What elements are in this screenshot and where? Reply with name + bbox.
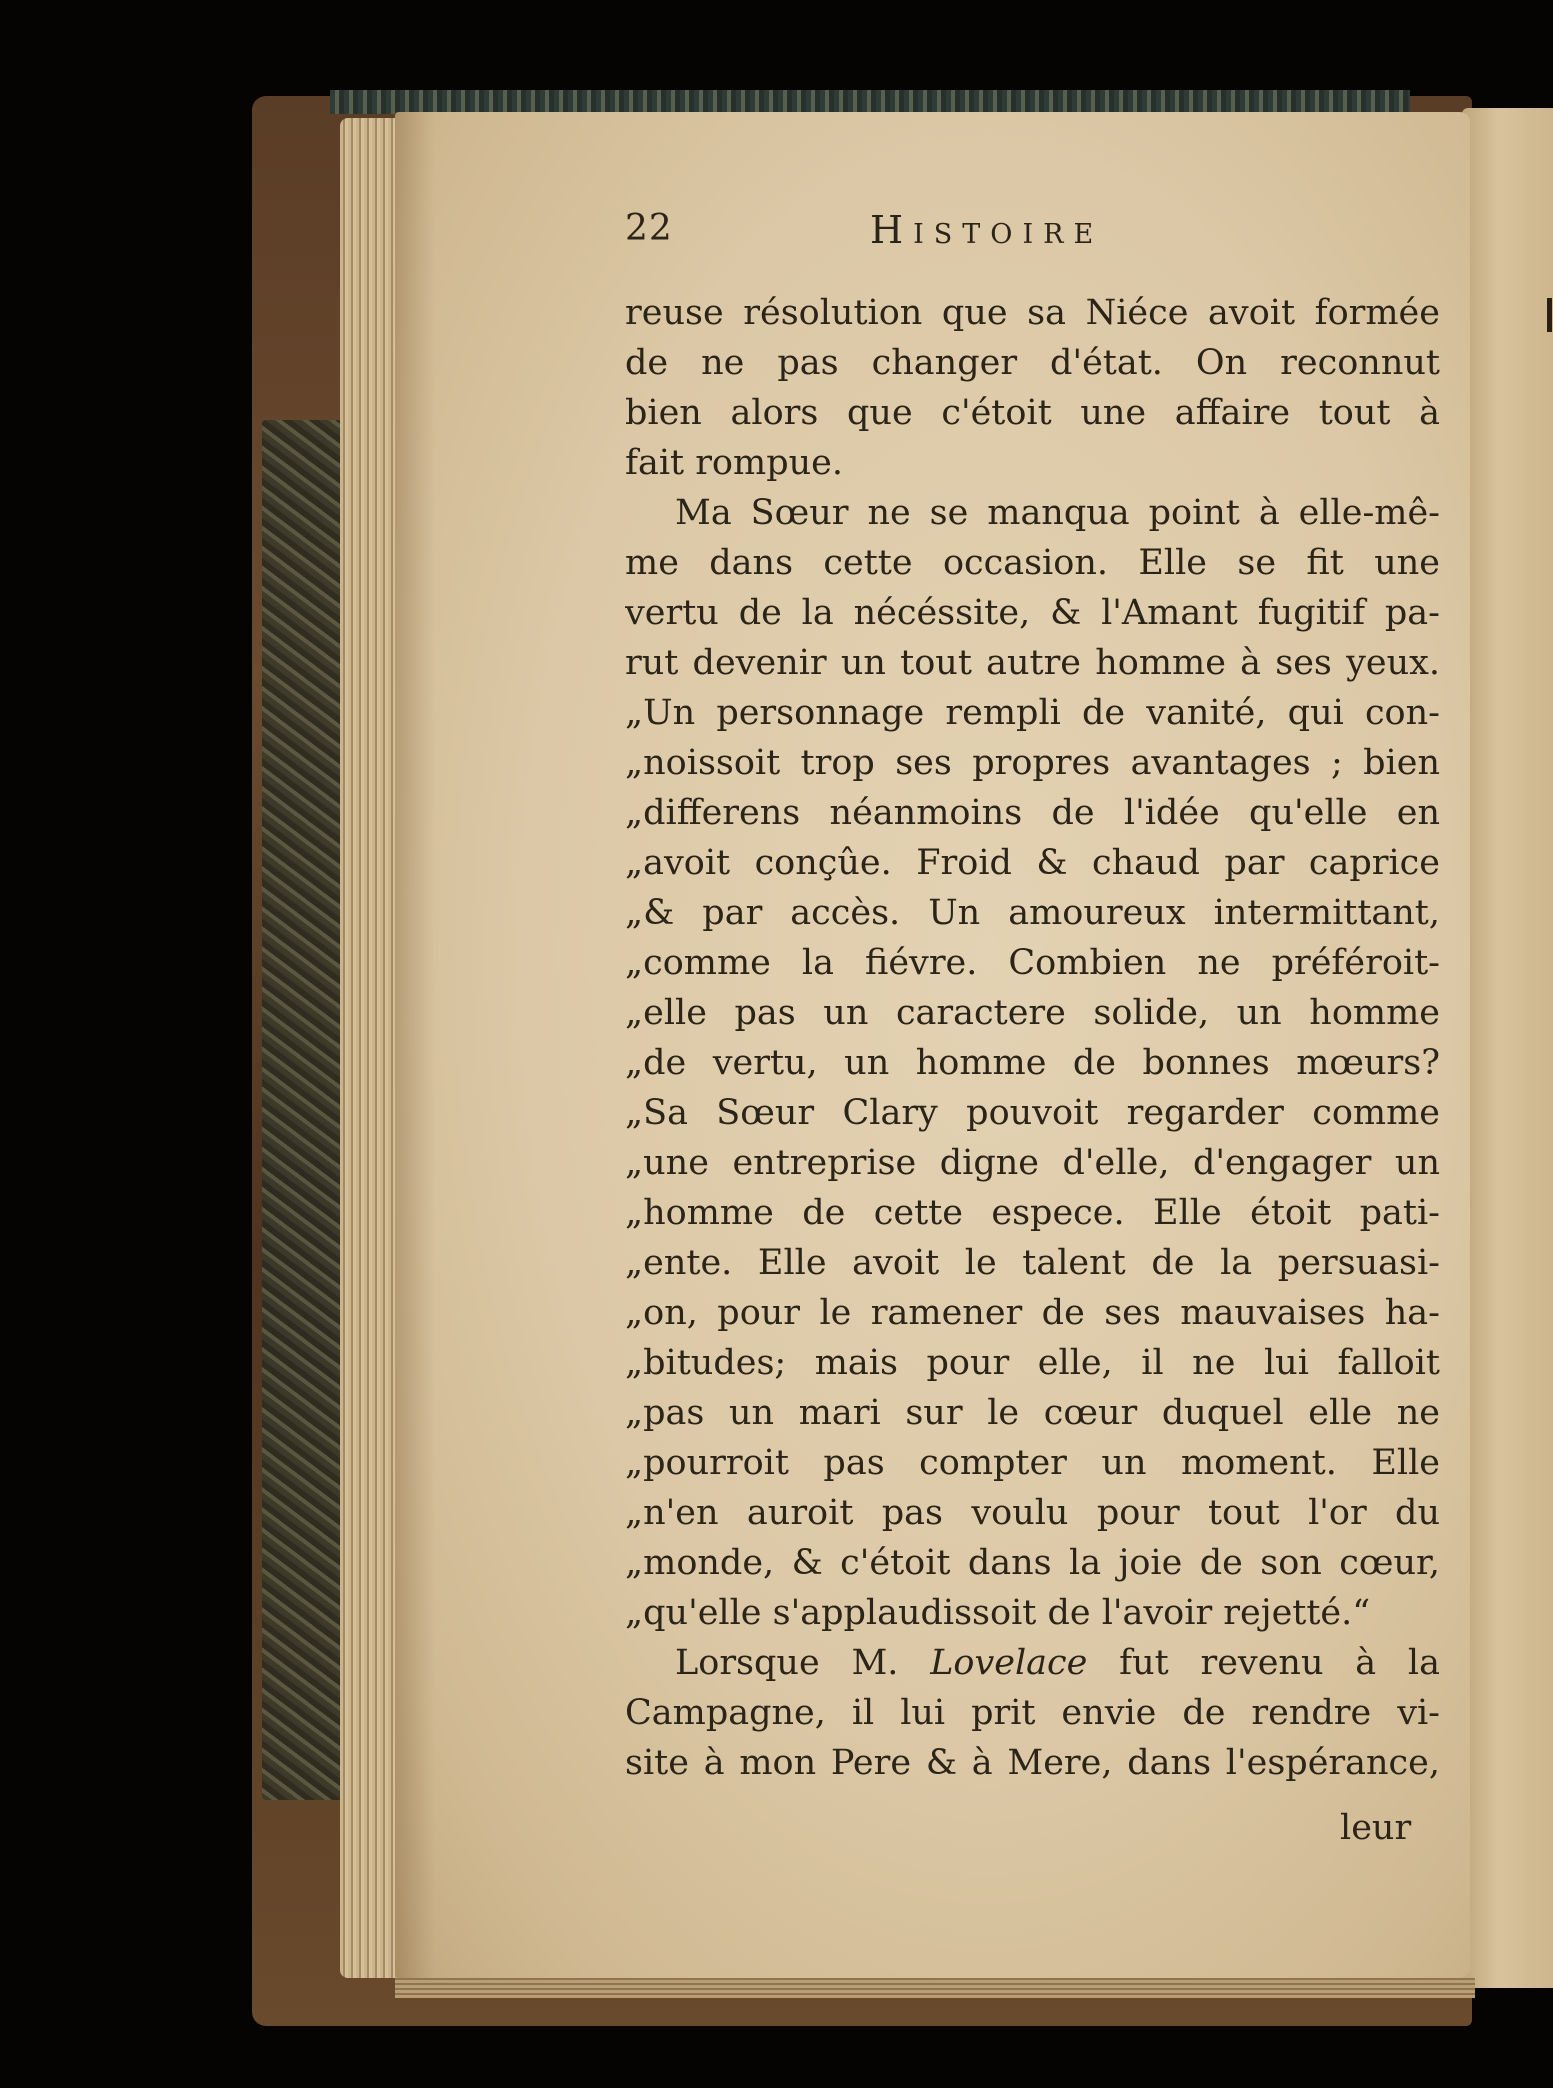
text-line: „pas un mari sur le cœur duquel elle ne xyxy=(625,1393,1440,1433)
text-line xyxy=(625,1638,1440,1688)
text-line: rut devenir un tout autre homme à ses yeux. xyxy=(625,643,1440,683)
text-line: „noissoit trop ses propres avantages ; bien xyxy=(625,743,1440,783)
text-line: Ma Sœur ne se manqua point à elle-mê- xyxy=(675,493,1440,533)
text-line: „monde, & c'étoit dans la joie de son cœur, xyxy=(625,1543,1440,1583)
text-line: de ne pas changer d'état. On reconnut xyxy=(625,343,1440,383)
gutter-shadow xyxy=(395,112,435,1978)
text-line: Campagne, il lui prit envie de rendre vi- xyxy=(625,1693,1440,1733)
text-line: „elle pas un caractere solide, un homme xyxy=(625,993,1440,1033)
text-line: „Sa Sœur Clary pouvoit regarder comme xyxy=(625,1093,1440,1133)
facing-page-text-fragment xyxy=(1547,298,1552,332)
text-line: „homme de cette espece. Elle étoit pati- xyxy=(625,1193,1440,1233)
text-line: site à mon Pere & à Mere, dans l'espérance, xyxy=(625,1743,1440,1783)
page-number: 22 xyxy=(625,208,673,249)
page-bottom-edge xyxy=(395,1978,1475,1998)
text-line: „une entreprise digne d'elle, d'engager un xyxy=(625,1143,1440,1183)
marbled-board xyxy=(262,420,342,1800)
text-line: „de vertu, un homme de bonnes mœurs? xyxy=(625,1043,1440,1083)
text-line: fait rompue. xyxy=(625,443,843,483)
text-line: „differens néanmoins de l'idée qu'elle en xyxy=(625,793,1440,833)
text-line: vertu de la nécéssite, & l'Amant fugitif pa- xyxy=(625,593,1440,633)
text-line: „pourroit pas compter un moment. Elle xyxy=(625,1443,1440,1483)
text-line: reuse résolution que sa Niéce avoit formée xyxy=(625,293,1440,333)
italic-name: Lovelace xyxy=(930,1643,1088,1683)
text-run: fut revenu à la xyxy=(1087,1643,1440,1683)
running-head-title: Histoire xyxy=(870,208,1104,252)
text-line: „on, pour le ramener de ses mauvaises ha- xyxy=(625,1293,1440,1333)
running-head xyxy=(625,208,1185,258)
text-line: „comme la fiévre. Combien ne préféroit- xyxy=(625,943,1440,983)
text-line: „n'en auroit pas voulu pour tout l'or du xyxy=(625,1493,1440,1533)
text-line: „qu'elle s'applaudissoit de l'avoir rejetté.“ xyxy=(625,1593,1371,1633)
text-line: „bitudes; mais pour elle, il ne lui falloit xyxy=(625,1343,1440,1383)
catchword: leur xyxy=(1340,1808,1412,1848)
text-line: „Un personnage rempli de vanité, qui con- xyxy=(625,693,1440,733)
text-line: „ente. Elle avoit le talent de la persuasi- xyxy=(625,1243,1440,1283)
text-line: „& par accès. Un amoureux intermittant, xyxy=(625,893,1440,933)
text-run: Lorsque M. xyxy=(675,1643,931,1683)
text-line: me dans cette occasion. Elle se fit une xyxy=(625,543,1440,583)
cover-top-edge xyxy=(330,90,1410,114)
facing-page-edge xyxy=(1462,108,1553,1988)
body-text xyxy=(625,288,1440,1788)
text-line: bien alors que c'étoit une affaire tout à xyxy=(625,393,1440,433)
text-line: „avoit conçûe. Froid & chaud par caprice xyxy=(625,843,1440,883)
